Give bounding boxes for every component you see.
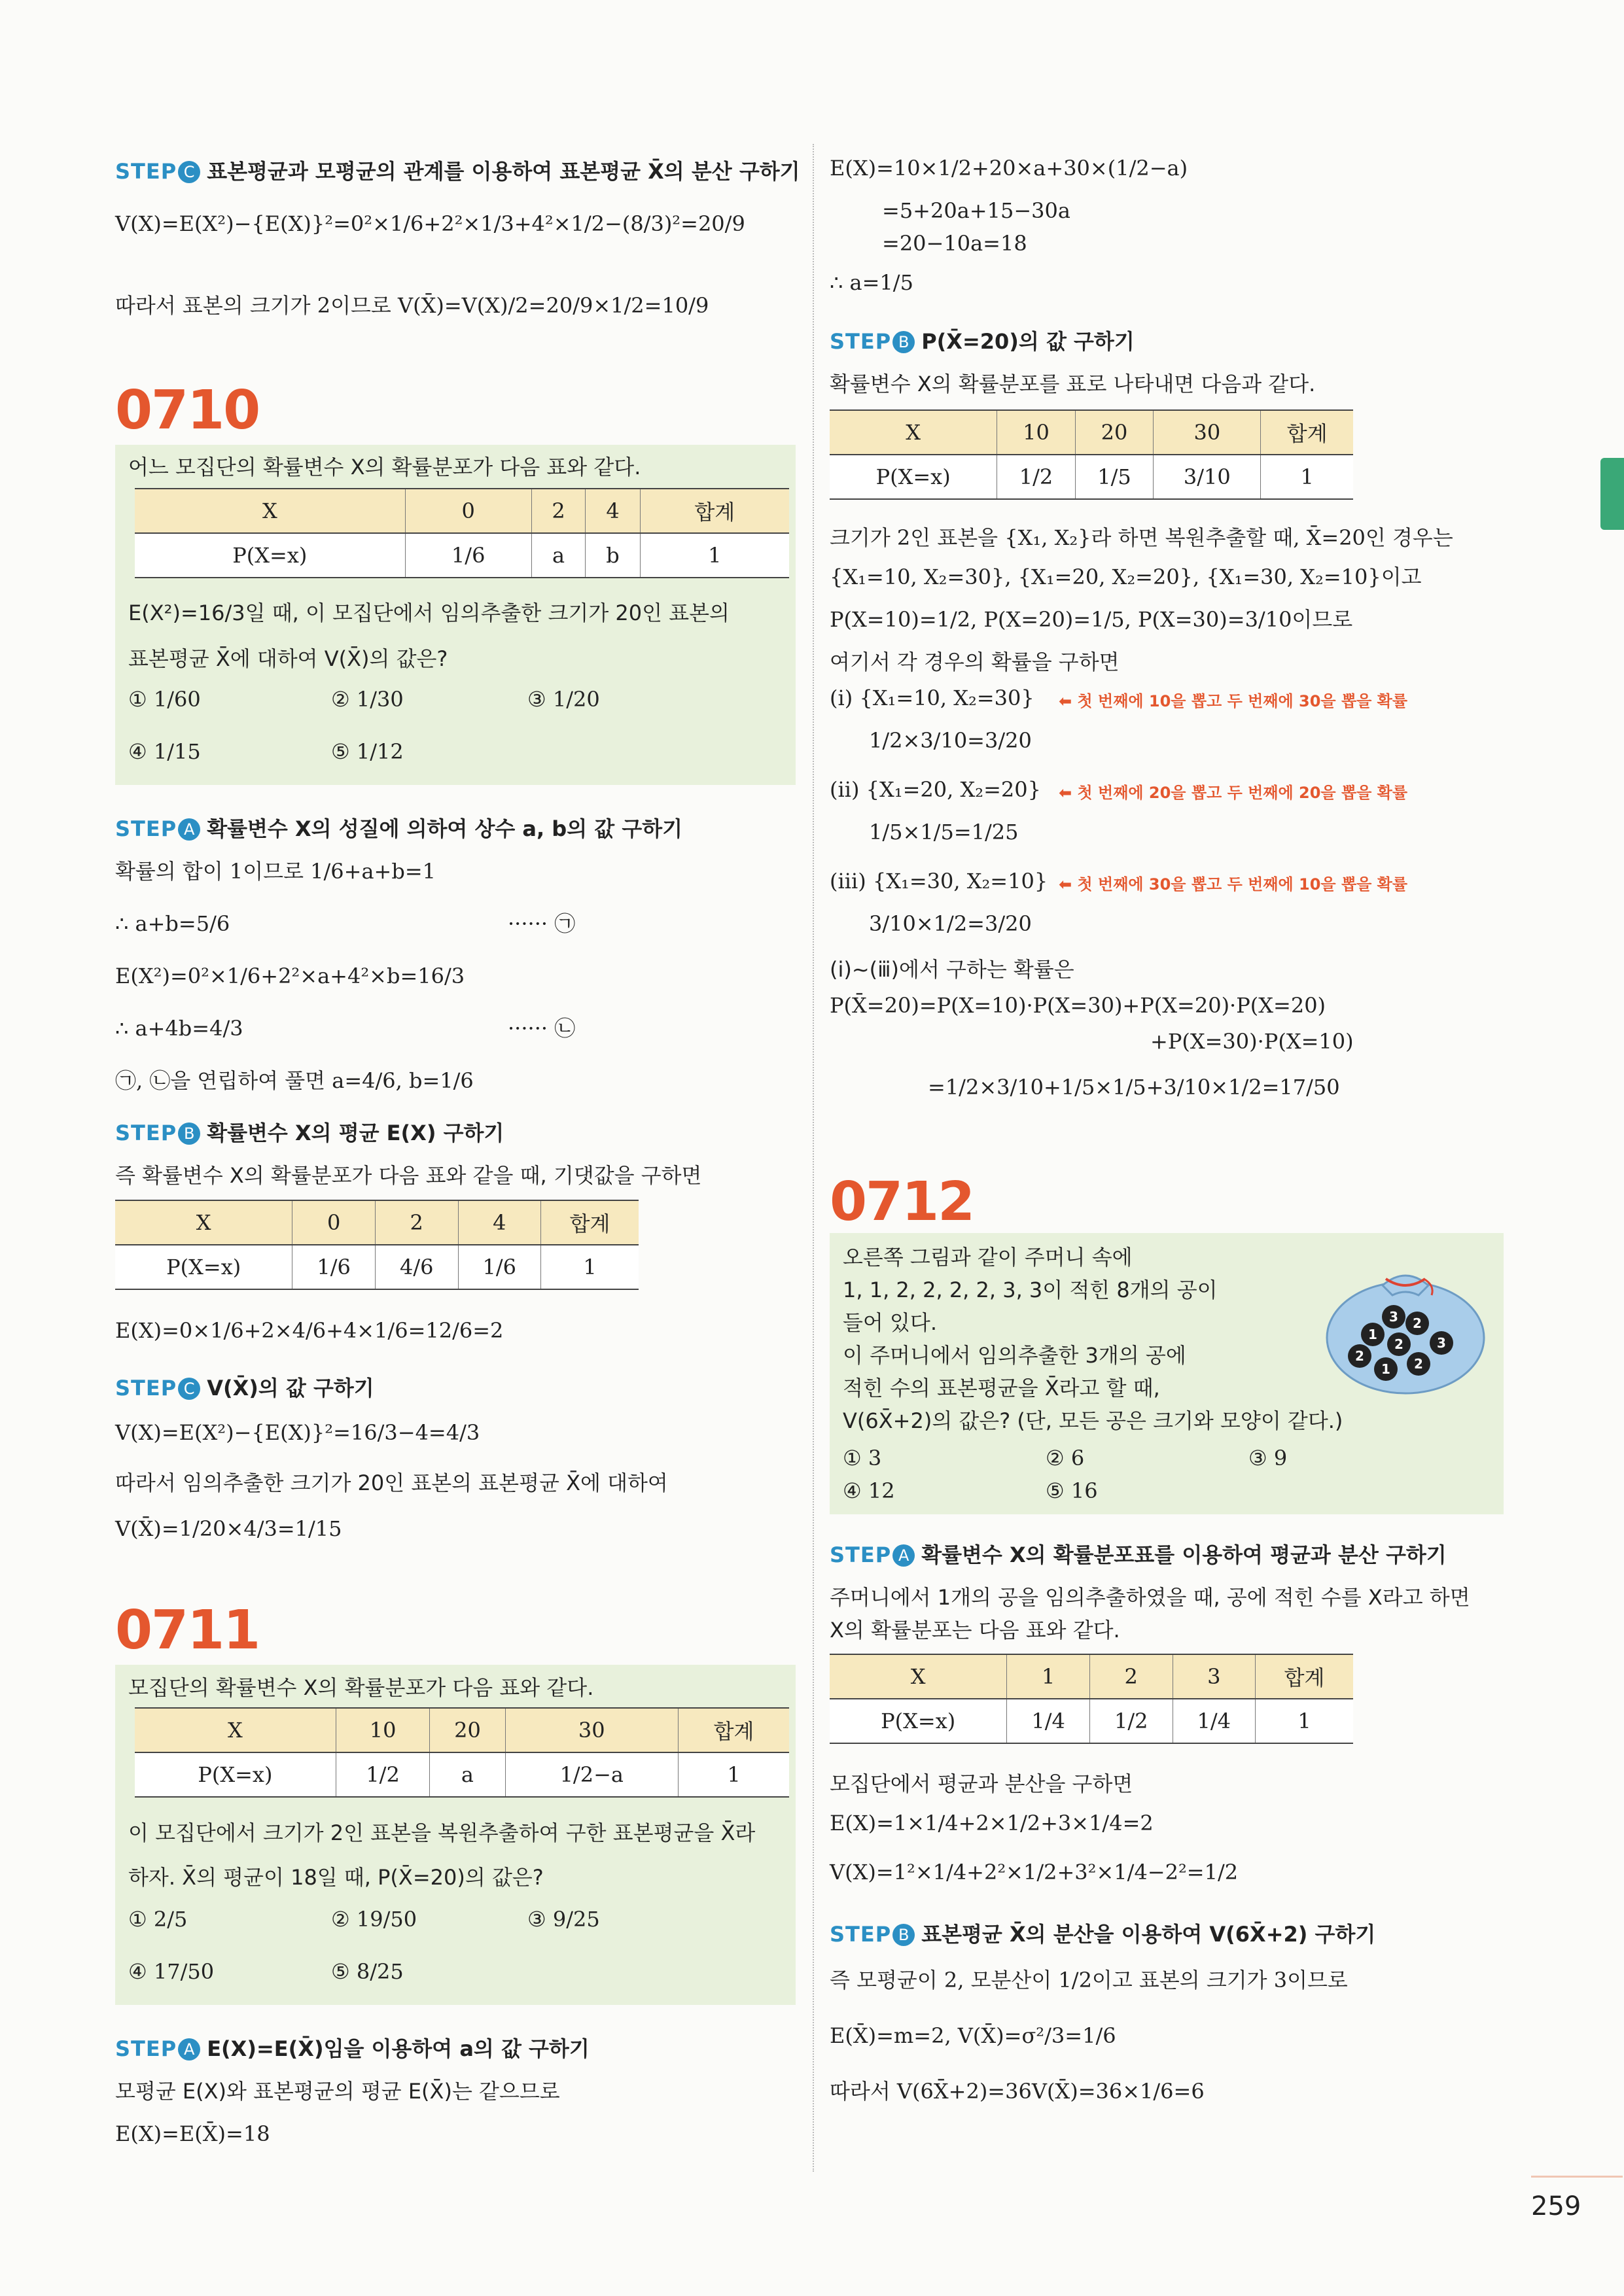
answer-choice[interactable]: ⑤ 8/25 bbox=[331, 1959, 404, 1984]
ball-label: 2 bbox=[1413, 1315, 1422, 1331]
problem-number: 0712 bbox=[830, 1171, 974, 1233]
solution-line: E(X)=1×1/4+2×1/2+3×1/4=2 bbox=[830, 1811, 1154, 1835]
solution-line: (ⅰ) {X₁=10, X₂=30} bbox=[830, 686, 1034, 710]
solution-line: ∴ a+4b=4/3 bbox=[115, 1016, 243, 1041]
solution-line: P(X=10)=1/2, P(X=20)=1/5, P(X=30)=3/10이므로 bbox=[830, 607, 1353, 632]
chapter-tab bbox=[1600, 458, 1624, 530]
probability-table: X 10 20 30 합계 P(X=x) 1/2 a 1/2−a 1 bbox=[135, 1707, 789, 1798]
page-number-rule bbox=[1531, 2176, 1623, 2178]
solution-line: 따라서 V(6X̄+2)=36V(X̄)=36×1/6=6 bbox=[830, 2079, 1205, 2104]
solution-line: V(X)=E(X²)−{E(X)}²=0²×1/6+2²×1/3+4²×1/2−(8/3)²=20/9 bbox=[115, 211, 745, 236]
problem-number: 0710 bbox=[115, 379, 260, 442]
answer-choice[interactable]: ⑤ 16 bbox=[1046, 1478, 1098, 1503]
step-heading: STEP C V(X̄)의 값 구하기 bbox=[115, 1376, 374, 1400]
answer-choice[interactable]: ④ 17/50 bbox=[128, 1959, 215, 1984]
answer-choice[interactable]: ② 6 bbox=[1046, 1446, 1085, 1470]
solution-line: E(X)=E(X̄)=18 bbox=[115, 2121, 270, 2146]
equation-mark: ······ ㉠ bbox=[508, 911, 576, 936]
problem-text: 어느 모집단의 확률변수 X의 확률분포가 다음 표와 같다. bbox=[128, 455, 641, 479]
solution-line: V(X)=1²×1/4+2²×1/2+3²×1/4−2²=1/2 bbox=[830, 1860, 1239, 1885]
solution-line: 확률변수 X의 확률분포를 표로 나타내면 다음과 같다. bbox=[830, 372, 1316, 396]
solution-line: ㉠, ㉡을 연립하여 풀면 a=4/6, b=1/6 bbox=[115, 1068, 474, 1093]
solution-line: +P(X=30)·P(X=10) bbox=[1150, 1029, 1354, 1054]
answer-choice[interactable]: ③ 9 bbox=[1248, 1446, 1288, 1470]
step-heading: STEP B 표본평균 X̄의 분산을 이용하여 V(6X̄+2) 구하기 bbox=[830, 1922, 1376, 1947]
solution-line: 모집단에서 평균과 분산을 구하면 bbox=[830, 1771, 1133, 1796]
solution-line: E(X̄)=m=2, V(X̄)=σ²/3=1/6 bbox=[830, 2023, 1116, 2048]
solution-line: 3/10×1/2=3/20 bbox=[869, 911, 1032, 936]
answer-choice[interactable]: ③ 9/25 bbox=[527, 1907, 600, 1932]
solution-line: 크기가 2인 표본을 {X₁, X₂}라 하면 복원추출할 때, X̄=20인 경우는 bbox=[830, 525, 1453, 550]
problem-text: 1, 1, 2, 2, 2, 2, 3, 3이 적힌 8개의 공이 bbox=[843, 1278, 1218, 1302]
problem-number: 0711 bbox=[115, 1599, 260, 1661]
solution-line: ∴ a=1/5 bbox=[830, 270, 913, 295]
solution-line: ∴ a+b=5/6 bbox=[115, 911, 230, 936]
problem-text: 적힌 수의 표본평균을 X̄라고 할 때, bbox=[843, 1376, 1160, 1400]
problem-text: 이 주머니에서 임의추출한 3개의 공에 bbox=[843, 1343, 1186, 1368]
problem-text: 모집단의 확률변수 X의 확률분포가 다음 표와 같다. bbox=[128, 1675, 594, 1700]
problem-text: E(X²)=16/3일 때, 이 모집단에서 임의추출한 크기가 20인 표본의 bbox=[128, 600, 730, 625]
ball-label: 2 bbox=[1414, 1356, 1423, 1372]
answer-choice[interactable]: ① 3 bbox=[843, 1446, 882, 1470]
answer-choice[interactable]: ② 1/30 bbox=[331, 687, 404, 712]
solution-line: 즉 확률변수 X의 확률분포가 다음 표와 같을 때, 기댓값을 구하면 bbox=[115, 1163, 702, 1188]
answer-choice[interactable]: ① 1/60 bbox=[128, 687, 201, 712]
solution-line: 주머니에서 1개의 공을 임의추출하였을 때, 공에 적힌 수를 X라고 하면 bbox=[830, 1585, 1470, 1610]
ball-label: 2 bbox=[1394, 1336, 1403, 1352]
ball-label: 1 bbox=[1368, 1327, 1377, 1342]
step-heading: STEP B 확률변수 X의 평균 E(X) 구하기 bbox=[115, 1121, 504, 1145]
step-heading: STEP A E(X)=E(X̄)임을 이용하여 a의 값 구하기 bbox=[115, 2036, 590, 2061]
equation-mark: ······ ㉡ bbox=[508, 1016, 576, 1041]
solution-line: {X₁=10, X₂=30}, {X₁=20, X₂=20}, {X₁=30, X₂=10}이고 bbox=[830, 565, 1422, 589]
solution-line: 따라서 임의추출한 크기가 20인 표본의 표본평균 X̄에 대하여 bbox=[115, 1470, 668, 1495]
ball-label: 2 bbox=[1355, 1348, 1364, 1364]
solution-line: (ⅲ) {X₁=30, X₂=10} bbox=[830, 869, 1048, 894]
probability-table: X 1 2 3 합계 P(X=x) 1/4 1/2 1/4 1 bbox=[830, 1654, 1353, 1744]
solution-line: =1/2×3/10+1/5×1/5+3/10×1/2=17/50 bbox=[928, 1075, 1340, 1100]
ball-label: 3 bbox=[1437, 1335, 1446, 1351]
column-divider bbox=[813, 144, 814, 2172]
answer-choice[interactable]: ④ 12 bbox=[843, 1478, 895, 1503]
solution-line: V(X̄)=1/20×4/3=1/15 bbox=[115, 1516, 342, 1541]
ball-label: 3 bbox=[1389, 1309, 1398, 1325]
solution-line: 확률의 합이 1이므로 1/6+a+b=1 bbox=[115, 859, 436, 884]
probability-table: X 0 2 4 합계 P(X=x) 1/6 a b 1 bbox=[135, 488, 789, 578]
bag-illustration bbox=[1320, 1240, 1491, 1403]
solution-line: (ⅰ)~(ⅲ)에서 구하는 확률은 bbox=[830, 957, 1074, 982]
solution-line: 1/5×1/5=1/25 bbox=[869, 820, 1019, 844]
solution-line: 즉 모평균이 2, 모분산이 1/2이고 표본의 크기가 3이므로 bbox=[830, 1968, 1348, 1992]
solution-line: 모평균 E(X)와 표본평균의 평균 E(X̄)는 같으므로 bbox=[115, 2079, 560, 2104]
step-heading: STEP B P(X̄=20)의 값 구하기 bbox=[830, 329, 1135, 354]
answer-choice[interactable]: ③ 1/20 bbox=[527, 687, 600, 712]
solution-line: E(X)=10×1/2+20×a+30×(1/2−a) bbox=[830, 156, 1188, 181]
problem-text: 들어 있다. bbox=[843, 1310, 937, 1335]
problem-text: V(6X̄+2)의 값은? (단, 모든 공은 크기와 모양이 같다.) bbox=[843, 1408, 1343, 1433]
answer-choice[interactable]: ⑤ 1/12 bbox=[331, 739, 404, 764]
solution-line: E(X²)=0²×1/6+2²×a+4²×b=16/3 bbox=[115, 964, 465, 988]
step-heading: STEP C 표본평균과 모평균의 관계를 이용하여 표본평균 X̄의 분산 구하기 bbox=[115, 159, 800, 184]
step-heading: STEP A 확률변수 X의 확률분포표를 이용하여 평균과 분산 구하기 bbox=[830, 1542, 1447, 1567]
step-heading: STEP A 확률변수 X의 성질에 의하여 상수 a, b의 값 구하기 bbox=[115, 816, 683, 841]
answer-choice[interactable]: ① 2/5 bbox=[128, 1907, 188, 1932]
page-number: 259 bbox=[1531, 2191, 1581, 2221]
answer-choice[interactable]: ④ 1/15 bbox=[128, 739, 201, 764]
solution-line: =5+20a+15−30a bbox=[882, 198, 1070, 223]
annotation-note: ⬅ 첫 번째에 10을 뽑고 두 번째에 30을 뽑을 확률 bbox=[1059, 692, 1408, 710]
solution-line: 여기서 각 경우의 확률을 구하면 bbox=[830, 650, 1120, 674]
solution-line: (ⅱ) {X₁=20, X₂=20} bbox=[830, 777, 1041, 802]
annotation-note: ⬅ 첫 번째에 20을 뽑고 두 번째에 20을 뽑을 확률 bbox=[1059, 784, 1408, 802]
probability-table: X 10 20 30 합계 P(X=x) 1/2 1/5 3/10 1 bbox=[830, 409, 1353, 500]
solution-line: P(X̄=20)=P(X=10)·P(X=30)+P(X=20)·P(X=20) bbox=[830, 993, 1326, 1018]
problem-text: 이 모집단에서 크기가 2인 표본을 복원추출하여 구한 표본평균을 X̄라 bbox=[128, 1820, 756, 1845]
solution-line: 1/2×3/10=3/20 bbox=[869, 728, 1032, 753]
problem-text: 오른쪽 그림과 같이 주머니 속에 bbox=[843, 1245, 1133, 1270]
annotation-note: ⬅ 첫 번째에 30을 뽑고 두 번째에 10을 뽑을 확률 bbox=[1059, 875, 1408, 894]
probability-table: X 0 2 4 합계 P(X=x) 1/6 4/6 1/6 1 bbox=[115, 1200, 639, 1290]
problem-text: 하자. X̄의 평균이 18일 때, P(X̄=20)의 값은? bbox=[128, 1865, 544, 1890]
solution-line: =20−10a=18 bbox=[882, 231, 1027, 256]
solution-line: E(X)=0×1/6+2×4/6+4×1/6=12/6=2 bbox=[115, 1318, 504, 1343]
answer-choice[interactable]: ② 19/50 bbox=[331, 1907, 417, 1932]
solution-line: X의 확률분포는 다음 표와 같다. bbox=[830, 1618, 1120, 1643]
solution-line: 따라서 표본의 크기가 2이므로 V(X̄)=V(X)/2=20/9×1/2=10/9 bbox=[115, 293, 709, 318]
solution-line: V(X)=E(X²)−{E(X)}²=16/3−4=4/3 bbox=[115, 1420, 480, 1445]
ball-label: 1 bbox=[1381, 1361, 1390, 1377]
problem-text: 표본평균 X̄에 대하여 V(X̄)의 값은? bbox=[128, 646, 448, 671]
